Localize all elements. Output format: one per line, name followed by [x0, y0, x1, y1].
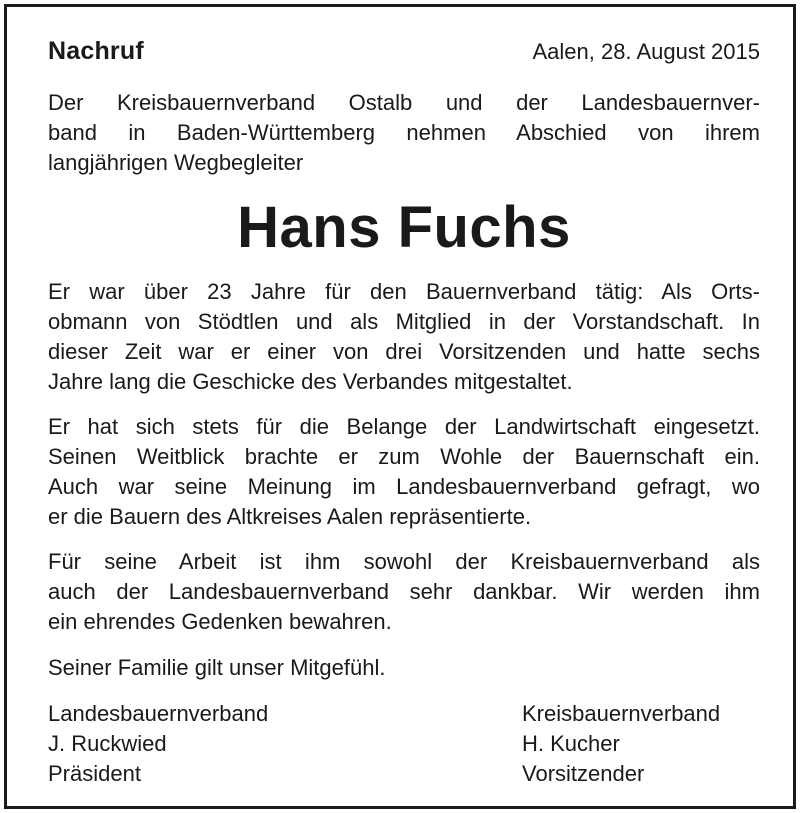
obituary-frame [4, 4, 796, 809]
deceased-name: Hans Fuchs [237, 195, 571, 260]
signatory-organization: Kreisbauernverband [522, 701, 721, 726]
paragraph-gratitude [48, 547, 760, 637]
paragraph-line: er die Bauern des Altkreises Aalen repräsentierte. [48, 504, 532, 529]
intro-line: band in Baden-Württemberg nehmen Abschied von ihrem [48, 120, 760, 145]
signatory-person: H. Kucher [522, 731, 620, 756]
paragraph-line: Er hat sich stets für die Belange der Landwirtschaft eingesetzt. [48, 414, 760, 439]
intro-line: Der Kreisbauernverband Ostalb und der Landesbauernver- [48, 90, 760, 115]
paragraph-line: Auch war seine Meinung im Landesbauernverband gefragt, wo [48, 474, 760, 499]
paragraph-line: auch der Landesbauernverband sehr dankbar. Wir werden ihm [48, 579, 760, 604]
paragraph-line: dieser Zeit war er einer von drei Vorsitzenden und hatte sechs [48, 339, 760, 364]
paragraph-line: Für seine Arbeit ist ihm sowohl der Kreisbauernverband als [48, 549, 760, 574]
paragraph-line: Seiner Familie gilt unser Mitgefühl. [48, 655, 386, 680]
intro-paragraph [48, 88, 760, 178]
paragraph-condolence [48, 653, 760, 683]
signatory-role: Vorsitzender [522, 761, 645, 786]
paragraph-service [48, 277, 760, 397]
paragraph-line: ein ehrendes Gedenken bewahren. [48, 609, 392, 634]
signatory-person: J. Ruckwied [48, 731, 167, 756]
obituary-content [48, 7, 760, 806]
signatory-left [48, 699, 268, 789]
paragraph-line: Jahre lang die Geschicke des Verbandes mitgestaltet. [48, 369, 573, 394]
signatory-right [522, 699, 720, 789]
paragraph-line: Seinen Weitblick brachte er zum Wohle der Bauernschaft ein. [48, 444, 760, 469]
paragraph-line: obmann von Stödtlen und als Mitglied in der Vorstandschaft. In [48, 309, 760, 334]
signatory-organization: Landesbauernverband [48, 701, 269, 726]
intro-line: langjährigen Wegbegleiter [48, 150, 304, 175]
place-date: Aalen, 28. August 2015 [532, 39, 760, 64]
header [48, 37, 760, 71]
paragraph-line: Er war über 23 Jahre für den Bauernverband tätig: Als Orts- [48, 279, 760, 304]
signatory-role: Präsident [48, 761, 141, 786]
paragraph-commitment [48, 412, 760, 532]
obituary-title: Nachruf [48, 37, 144, 65]
